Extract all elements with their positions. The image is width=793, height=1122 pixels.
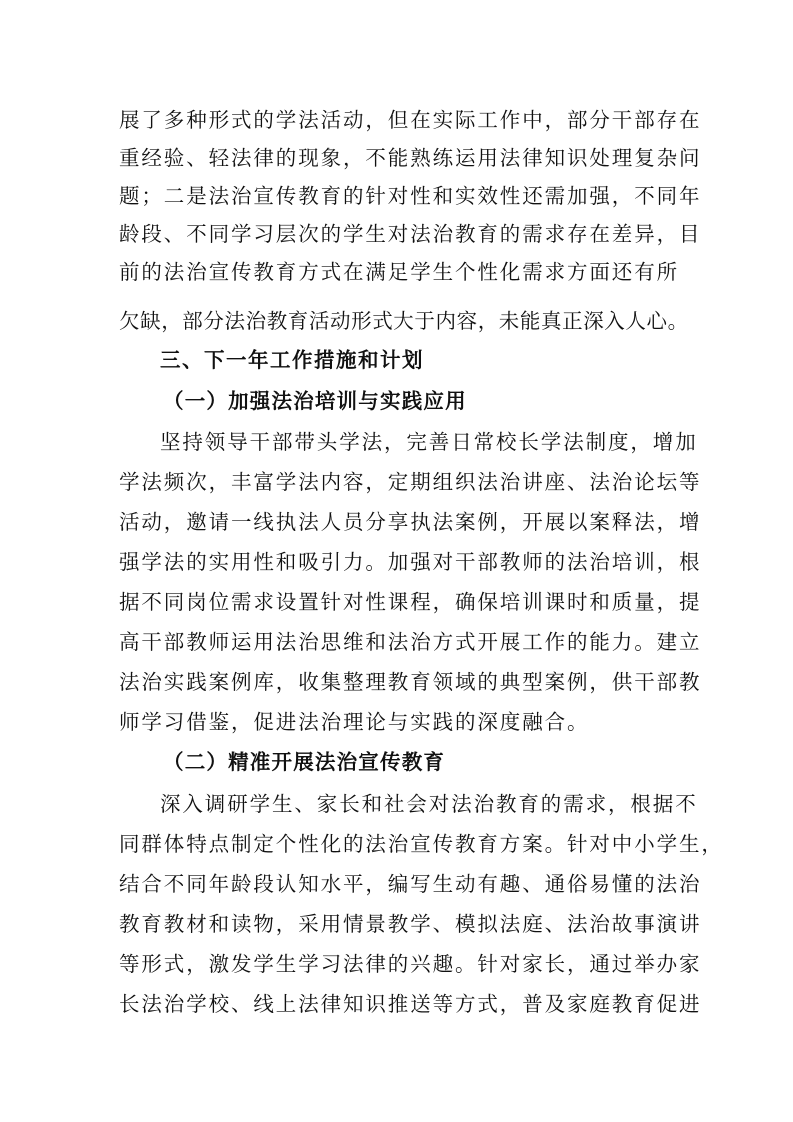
paragraph-line: 欠缺，部分法治教育活动形式大于内容，未能真正深入人心。 bbox=[119, 309, 689, 333]
paragraph-line: 活动，邀请一线执法人员分享执法案例，开展以案释法，增 bbox=[119, 510, 702, 534]
paragraph-line: 深入调研学生、家长和社会对法治教育的需求，根据不 bbox=[160, 792, 698, 816]
paragraph-line: 师学习借鉴，促进法治理论与实践的深度融合。 bbox=[119, 710, 590, 734]
paragraph-line: 长法治学校、线上法律知识推送等方式，普及家庭教育促进 bbox=[119, 992, 702, 1016]
paragraph-line: 展了多种形式的学法活动，但在实际工作中，部分干部存在 bbox=[119, 108, 702, 132]
paragraph-line: 高干部教师运用法治思维和法治方式开展工作的能力。建立 bbox=[119, 630, 702, 654]
paragraph-line: 同群体特点制定个性化的法治宣传教育方案。针对中小学生， bbox=[119, 832, 724, 856]
paragraph-line: 教育教材和读物，采用情景教学、模拟法庭、法治故事演讲 bbox=[119, 912, 702, 936]
paragraph-line: 等形式，激发学生学习法律的兴趣。针对家长，通过举办家 bbox=[119, 952, 702, 976]
paragraph-line: 结合不同年龄段认知水平，编写生动有趣、通俗易懂的法治 bbox=[119, 872, 702, 896]
subsection-heading: （二）精准开展法治宣传教育 bbox=[163, 750, 446, 774]
paragraph-line: 学法频次，丰富学法内容，定期组织法治讲座、法治论坛等 bbox=[119, 470, 702, 494]
paragraph-line: 坚持领导干部带头学法，完善日常校长学法制度，增加 bbox=[160, 430, 698, 454]
paragraph-line: 重经验、轻法律的现象，不能熟练运用法律知识处理复杂问 bbox=[119, 146, 702, 170]
paragraph-line: 强学法的实用性和吸引力。加强对干部教师的法治培训，根 bbox=[119, 550, 702, 574]
section-heading: 三、下一年工作措施和计划 bbox=[160, 348, 424, 372]
paragraph-line: 法治实践案例库，收集整理教育领域的典型案例，供干部教 bbox=[119, 670, 702, 694]
paragraph-line: 前的法治宣传教育方式在满足学生个性化需求方面还有所 bbox=[119, 260, 679, 284]
paragraph-line: 龄段、不同学习层次的学生对法治教育的需求存在差异，目 bbox=[119, 222, 702, 246]
paragraph-line: 题；二是法治宣传教育的针对性和实效性还需加强，不同年 bbox=[119, 184, 702, 208]
paragraph-line: 据不同岗位需求设置针对性课程，确保培训课时和质量，提 bbox=[119, 590, 702, 614]
subsection-heading: （一）加强法治培训与实践应用 bbox=[163, 389, 467, 413]
